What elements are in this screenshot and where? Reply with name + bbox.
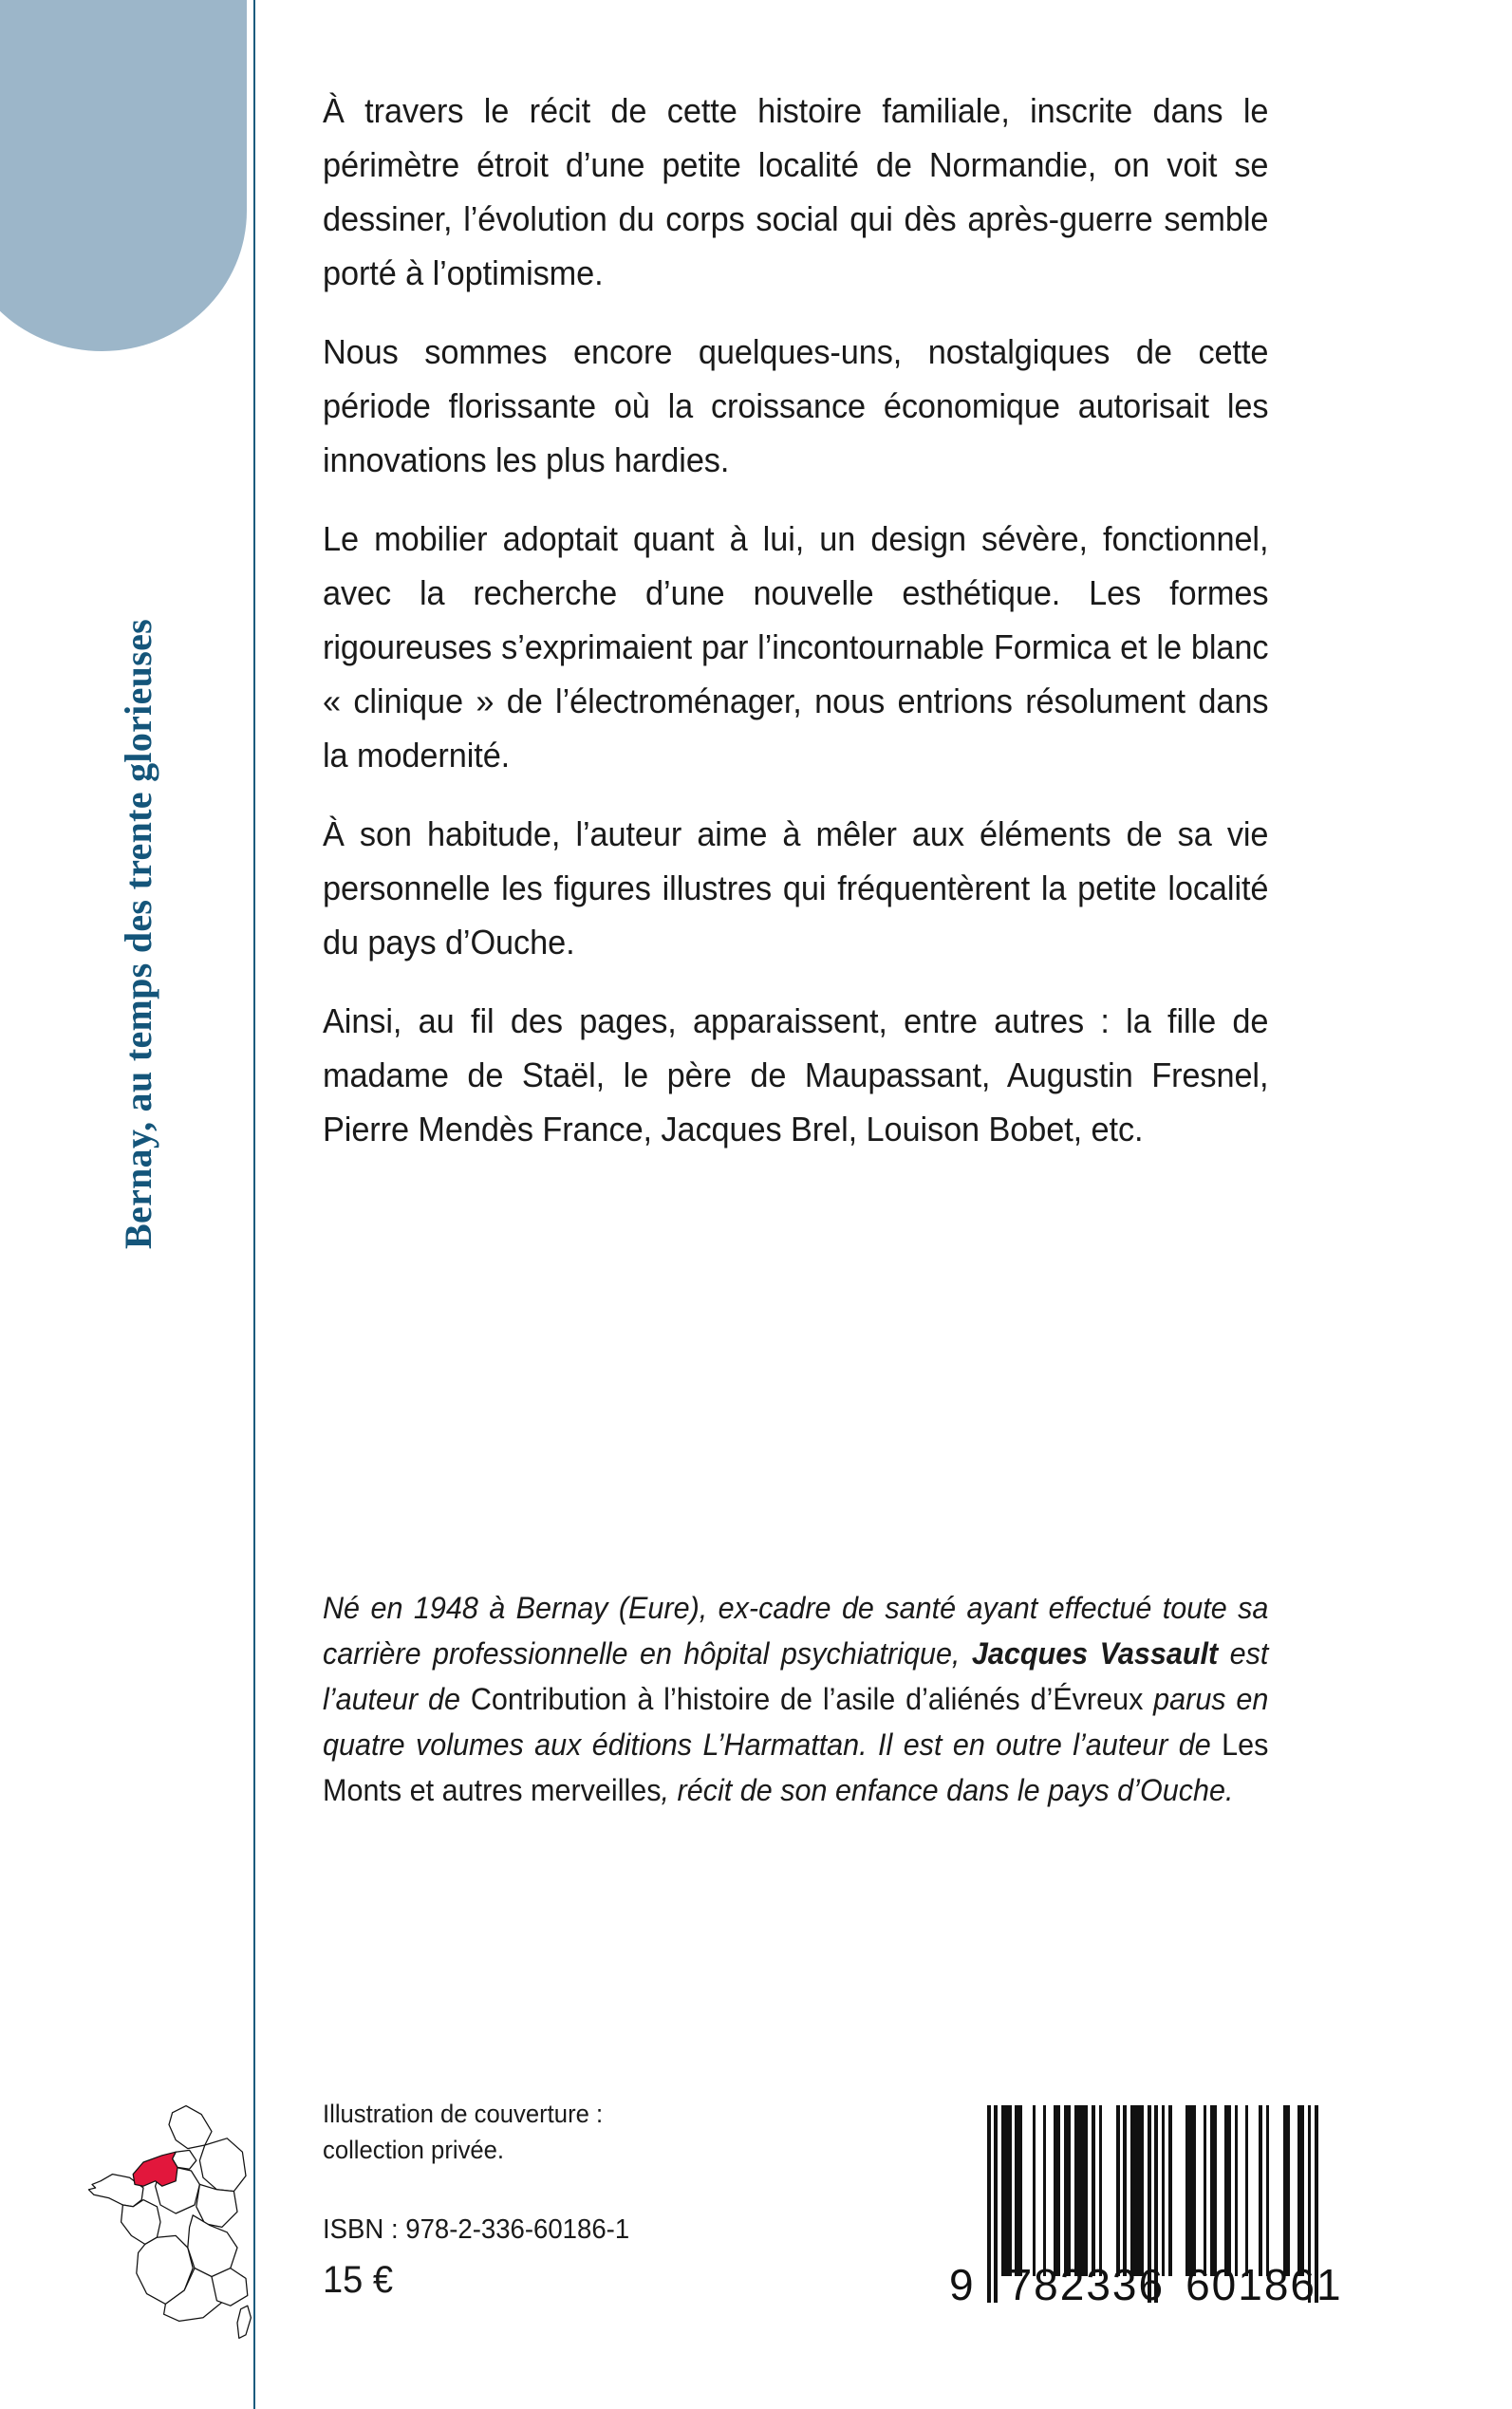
isbn-barcode [930,2086,1343,2352]
barcode-lead-digit: 9 [949,2260,976,2309]
author-bio-paragraph [323,1585,1268,1813]
barcode-digits [949,2259,1343,2310]
spine-title-text: Bernay, au temps des trente glorieuses [117,619,159,1249]
bio-text-connector: est l’auteur de [323,1636,1269,1716]
normandie-highlight [133,2152,177,2186]
author-bio-section [323,1585,1329,1813]
barcode-group-right: 601861 [1185,2260,1343,2309]
barcode-group-left: 782336 [1007,2260,1166,2309]
isbn-text: ISBN : 978-2-336-60186-1 [323,2214,630,2245]
blurb-paragraph: Nous sommes encore quelques-uns, nostalgiques de cette période florissante où la croissance économique autorisait les innovations les plus hardies. [323,332,1269,479]
bio-text-end: , récit de son enfance dans le pays d’Ouche. [661,1773,1234,1807]
france-map-icon [84,2084,254,2360]
back-cover-content [323,0,1329,2409]
bio-text-intro: Né en 1948 à Bernay (Eure), ex-cadre de santé ayant effectué toute sa carrière professionnelle en hôpital psychiatrique, [323,1591,1269,1671]
blurb-paragraph: À travers le récit de cette histoire familiale, inscrite dans le périmètre étroit d’une petite localité de Normandie, on voit se dessiner, l’évolution du corps social qui dès après-guerre semble porté à l’optimisme. [323,91,1269,292]
price-text: 15 € [323,2259,393,2301]
blurb-paragraph: Le mobilier adoptait quant à lui, un design sévère, fonctionnel, avec la recherche d’une nouvelle esthétique. Les formes rigoureuses s’exprimaient par l’incontournable Formica et le blanc « clinique » de l’électroménager, nous entrions résolument dans la modernité. [323,519,1269,775]
barcode-bars [987,2105,1319,2276]
credit-line-2: collection privée. [323,2136,505,2164]
author-name: Jacques Vassault [971,1636,1219,1671]
blurb-paragraph: À son habitude, l’auteur aime à mêler aux éléments de sa vie personnelle les figures illustres qui fréquentèrent la petite localité du pays d’Ouche. [323,814,1269,962]
spine-title [0,0,254,2409]
bio-text-middle: parus en quatre volumes aux éditions L’Harmattan. Il est en outre l’auteur de [323,1682,1269,1762]
credit-line-1: Illustration de couverture : [323,2100,604,2128]
bio-work-title-2: Les Monts et autres merveilles [323,1727,1269,1807]
blurb-paragraph: Ainsi, au fil des pages, apparaissent, entre autres : la fille de madame de Staël, le père de Maupassant, Augustin Fresnel, Pierre Mendès France, Jacques Brel, Louison Bobet, etc. [323,1001,1269,1148]
bio-work-title-1: Contribution à l’histoire de l’asile d’aliénés d’Évreux [470,1682,1144,1716]
blurb-section [323,84,1329,1156]
